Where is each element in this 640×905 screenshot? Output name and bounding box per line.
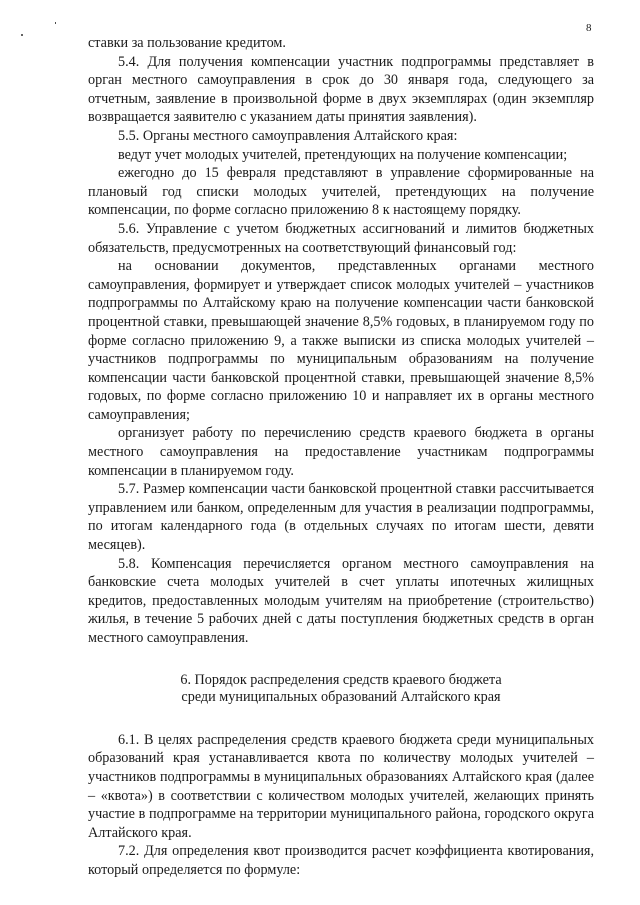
document-body [88, 34, 594, 880]
paragraph: 7.2. Для определения квот производится расчет коэффициента квотирования, который определяется по формуле: [88, 843, 594, 878]
paragraph: 5.7. Размер компенсации части банковской процентной ставки рассчитывается управлением или банком, определенным для участия в реализации подпрограммы, по итогам календарного года (в отдельных случаях по итогам шести, девяти месяцев). [88, 481, 594, 554]
paragraph: на основании документов, представленных органами местного самоуправления, формирует и утверждает список молодых учителей – участников подпрограммы по Алтайскому краю на получение компенсации части банковской процентной ставки, превышающей значение 8,5% годовых, в планируемом году по форме согласно приложению 9, а также выписки из списка молодых учителей – участников подпрограммы по муниципальным образованиям на получение компенсации части банковской процентной ставки, превышающей значение 8,5% годовых, по форме согласно приложению 10 и направляет их в органы местного самоуправления; [88, 258, 594, 423]
paragraph: ежегодно до 15 февраля представляют в управление сформированные на плановый год списки молодых учителей, претендующих на получение компенсации, по форме согласно приложению 8 к настоящему порядку. [88, 165, 594, 219]
section-heading-line: 6. Порядок распределения средств краевого бюджета [180, 671, 502, 688]
paragraph: ведут учет молодых учителей, претендующих на получение компенсации; [118, 146, 568, 163]
page-number: 8 [586, 22, 592, 34]
paragraph: ставки за пользование кредитом. [88, 35, 286, 51]
paragraph: 5.4. Для получения компенсации участник подпрограммы представляет в орган местного самоуправления в срок до 30 января года, следующего за отчетным, заявление в произвольной форме в двух экземплярах (один экземпляр возвращается заявителю с указанием даты принятия заявления). [88, 53, 594, 126]
paragraph: 5.6. Управление с учетом бюджетных ассигнований и лимитов бюджетных обязательств, предусмотренных на соответствующий финансовый год: [88, 220, 594, 256]
scan-speck [21, 34, 23, 36]
paragraph: 6.1. В целях распределения средств краевого бюджета среди муниципальных образований края устанавливается квота по количеству молодых учителей – участников подпрограммы в муниципальных образованиях Алтайского края (далее – «квота») в соответствии с количеством молодых учителей, желающих принять участие в подпрограмме на территории муниципального района, городского округа Алтайского края. [88, 731, 594, 841]
section-heading-line: среди муниципальных образований Алтайского края [181, 689, 501, 706]
paragraph: 5.5. Органы местного самоуправления Алтайского края: [118, 127, 458, 144]
paragraph: организует работу по перечислению средств краевого бюджета в органы местного самоуправления на предоставление участникам подпрограммы компенсации в планируемом году. [88, 425, 594, 479]
section-heading [88, 672, 594, 707]
paragraph: 5.8. Компенсация перечисляется органом местного самоуправления на банковские счета молодых учителей в счет уплаты ипотечных жилищных кредитов, предоставленных молодым учителям на приобретение (строительство) жилья, в течение 5 рабочих дней с даты поступления бюджетных средств в орган местного самоуправления. [88, 555, 594, 646]
scan-speck [55, 22, 56, 24]
